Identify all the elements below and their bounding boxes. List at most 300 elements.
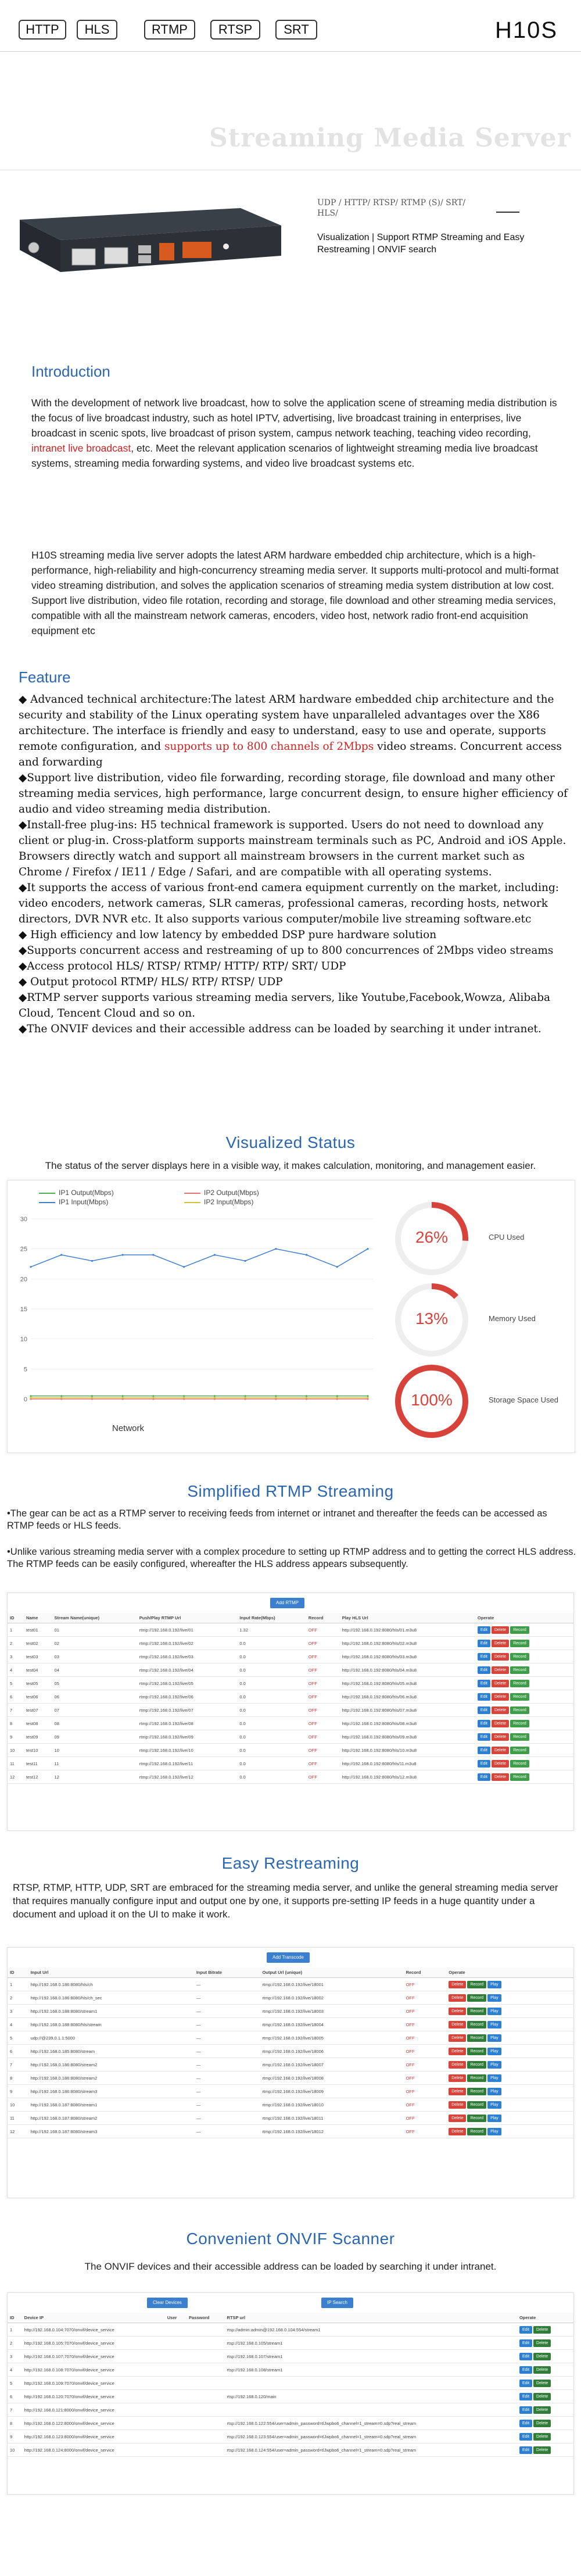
delete-button[interactable]: Delete [533,2326,551,2334]
operate-cell [446,2005,573,2018]
data-point [60,1254,62,1255]
table-row [8,2443,573,2457]
table-row [8,2377,573,2390]
delete-button[interactable]: Delete [449,2101,466,2109]
delete-button[interactable]: Delete [449,2128,466,2135]
delete-button[interactable]: Delete [492,1773,509,1781]
legend-swatch [39,1193,55,1194]
edit-button[interactable]: Edit [519,2406,532,2414]
ip-search-button[interactable]: IP Search [321,2298,353,2308]
delete-button[interactable]: Delete [492,1720,509,1727]
table-row [8,2031,573,2045]
feature-item: ◆Supports concurrent access and restreaming of up to 800 concurrences of 2Mbps video streams [19,944,554,957]
table-row [8,2350,573,2363]
column-header: Name [24,1613,52,1623]
table-cell: http://192.168.0.107:7070/onvif/device_service [22,2350,165,2363]
table-cell: 3 [8,2350,22,2363]
gauge-percent: 13% [415,1310,449,1328]
table-cell: 0.0 [237,1770,306,1784]
operate-cell [475,1650,573,1663]
table-cell: rtsp://admin:admin@192.168.0.104:554/stream1 [225,2323,517,2337]
table-cell: rtmp://192.168.0.192/live/18001 [260,1978,403,1991]
operate-cell [475,1744,573,1757]
table-cell: — [194,2045,260,2058]
tag-rtsp: RTSP [210,20,260,40]
operate-cell [517,2363,573,2377]
table-cell: — [194,2031,260,2045]
record-button[interactable]: Record [467,2061,486,2069]
data-point [183,1395,185,1397]
rtmp-table [8,1613,573,1784]
table-cell: 07 [52,1704,137,1717]
table-cell: 08 [52,1717,137,1730]
table-cell: 04 [52,1663,137,1677]
feature-item: ◆Install-free plug-ins: H5 technical framework is supported. Users do not need to download any client or plug-in. Cross-platform supports mainstream terminals such as PC, Android and iOS Apple. Browsers directly watch and support all mainstream browsers in the current market such as Chrome / Firefox / IE11 / Edge / Safari, and are compatible with all operating systems. [19,819,566,878]
record-button[interactable]: Record [510,1720,529,1727]
delete-button[interactable]: Delete [492,1747,509,1754]
column-header: Record [404,1967,447,1978]
data-point [60,1397,62,1398]
table-row [8,2085,573,2098]
play-button[interactable]: Play [487,2061,501,2069]
data-point [30,1397,31,1398]
edit-button[interactable]: Edit [478,1706,490,1714]
table-row [8,1704,573,1717]
column-header: Operate [517,2313,573,2323]
data-point [367,1248,368,1250]
table-cell: 0.0 [237,1650,306,1663]
record-button[interactable]: Record [510,1666,529,1674]
column-header: RTSP url [225,2313,517,2323]
delete-button[interactable]: Delete [492,1680,509,1687]
table-cell [187,2363,225,2377]
table-cell: 0.0 [237,1663,306,1677]
table-cell: test02 [24,1637,52,1650]
data-point [336,1395,338,1397]
table-cell: 1 [8,1623,24,1637]
table-cell: http://192.168.0.192:8080/hls/06.m3u8 [340,1690,475,1704]
edit-button[interactable]: Edit [519,2393,532,2400]
table-row [8,2430,573,2443]
table-cell: http://192.168.0.105:7070/onvif/device_service [22,2337,165,2350]
play-button[interactable]: Play [487,2008,501,2015]
table-cell: 4 [8,2018,28,2031]
edit-button[interactable]: Edit [478,1747,490,1754]
table-cell: http://192.168.0.186:8080/stream3 [28,2085,194,2098]
operate-cell [446,2071,573,2085]
delete-button[interactable]: Delete [449,2021,466,2028]
operate-cell [475,1637,573,1650]
table-cell: 8 [8,2071,28,2085]
table-cell: rtmp://192.168.0.192/live/18011 [260,2112,403,2125]
play-button[interactable]: Play [487,1981,501,1988]
data-point [183,1397,185,1398]
gauge-percent: 26% [415,1228,449,1246]
play-button[interactable]: Play [487,2128,501,2135]
table-cell: — [194,1991,260,2005]
legend-label: IP1 Output(Mbps) [59,1189,114,1197]
column-header: ID [8,1613,24,1623]
table-row [8,2390,573,2403]
table-cell: 7 [8,1704,24,1717]
feature-item: ◆Access protocol HLS/ RTSP/ RTMP/ HTTP/ RTP/ SRT/ UDP [19,960,346,972]
feature-highlight: supports up to 800 channels of 2Mbps [164,740,374,753]
table-row [8,1650,573,1663]
table-cell: 0.0 [237,1757,306,1770]
table-cell: rtmp://192.168.0.192/live/08 [137,1717,238,1730]
table-cell: 1 [8,1978,28,1991]
delete-button[interactable]: Delete [449,2115,466,2122]
table-cell: 3 [8,1650,24,1663]
tag-rtmp: RTMP [144,20,195,40]
data-point [122,1397,124,1398]
delete-button[interactable]: Delete [449,2074,466,2082]
table-cell: http://192.168.0.121:8000/onvif/device_service [22,2403,165,2417]
table-cell: OFF [306,1770,340,1784]
table-cell: http://192.168.0.187:8080/stream2 [28,2112,194,2125]
record-button[interactable]: Record [467,2034,486,2042]
gauge-label: CPU Used [489,1233,525,1242]
record-button[interactable]: Record [510,1747,529,1754]
table-cell: 10 [8,2098,28,2112]
delete-button[interactable]: Delete [492,1693,509,1701]
legend-label: IP1 Input(Mbps) [59,1198,109,1206]
table-row [8,1690,573,1704]
table-cell: 2 [8,1637,24,1650]
record-button[interactable]: Record [467,2048,486,2055]
table-cell: 1 [8,2323,22,2337]
table-cell: OFF [404,2045,447,2058]
table-cell: 1.32 [237,1623,306,1637]
delete-button[interactable]: Delete [492,1666,509,1674]
table-row [8,2058,573,2071]
table-cell: OFF [404,2112,447,2125]
divider [496,212,519,213]
delete-button[interactable]: Delete [449,2061,466,2069]
y-tick-label: 25 [20,1246,27,1253]
table-cell: http://192.168.0.192:8080/hls/01.m3u8 [340,1623,475,1637]
table-cell: 12 [52,1770,137,1784]
operate-cell [446,2112,573,2125]
edit-button[interactable]: Edit [519,2380,532,2387]
gauge-percent: 100% [411,1391,453,1409]
column-header: Output Url (unique) [260,1967,403,1978]
column-header: ID [8,1967,28,1978]
intro-heading: Introduction [31,363,110,380]
table-cell: — [194,2098,260,2112]
table-cell: 0.0 [237,1717,306,1730]
operate-cell [517,2443,573,2457]
edit-button[interactable]: Edit [519,2326,532,2334]
data-point [275,1397,277,1398]
record-button[interactable]: Record [510,1680,529,1687]
table-cell: OFF [404,2005,447,2018]
table-cell: 09 [52,1730,137,1744]
delete-button[interactable]: Delete [533,2353,551,2360]
table-cell: OFF [404,2031,447,2045]
operate-cell [517,2337,573,2350]
delete-button[interactable]: Delete [449,2088,466,2095]
edit-button[interactable]: Edit [519,2366,532,2374]
delete-button[interactable]: Delete [492,1706,509,1714]
table-cell: — [194,2005,260,2018]
play-button[interactable]: Play [487,2115,501,2122]
edit-button[interactable]: Edit [478,1666,490,1674]
record-button[interactable]: Record [467,1994,486,2002]
table-cell [165,2417,187,2430]
restream-heading: Easy Restreaming [221,1854,360,1872]
table-cell: 6 [8,2045,28,2058]
feature-item: ◆ High efficiency and low latency by embedded DSP pure hardware solution [19,929,437,941]
edit-button[interactable]: Edit [478,1773,490,1781]
record-button[interactable]: Record [510,1706,529,1714]
record-button[interactable]: Record [510,1626,529,1634]
delete-button[interactable]: Delete [533,2380,551,2387]
table-cell [187,2417,225,2430]
table-cell: http://192.168.0.192:8080/hls/04.m3u8 [340,1663,475,1677]
record-button[interactable]: Record [467,2074,486,2082]
table-cell: 10 [8,1744,24,1757]
delete-button[interactable]: Delete [492,1626,509,1634]
table-cell: OFF [404,2018,447,2031]
legend-label: IP2 Input(Mbps) [204,1198,254,1206]
table-cell: test08 [24,1717,52,1730]
edit-button[interactable]: Edit [478,1760,490,1768]
record-button[interactable]: Record [467,2088,486,2095]
table-cell: http://192.168.0.192:8080/hls/02.m3u8 [340,1637,475,1650]
table-row [8,1991,573,2005]
data-point [306,1395,307,1397]
record-button[interactable]: Record [510,1640,529,1647]
table-cell: 5 [8,1677,24,1690]
feature-item: ◆Support live distribution, video file forwarding, recording storage, file download and many other streaming media services, high performance, large concurrent design, to ensure higher efficiency of audio and video streaming media distribution. [19,772,568,815]
y-tick-label: 15 [20,1306,27,1313]
data-point [244,1260,246,1262]
play-button[interactable]: Play [487,2021,501,2028]
delete-button[interactable]: Delete [533,2339,551,2347]
edit-button[interactable]: Edit [478,1640,490,1647]
record-button[interactable]: Record [510,1653,529,1661]
play-button[interactable]: Play [487,2101,501,2109]
delete-button[interactable]: Delete [533,2393,551,2400]
table-cell: test11 [24,1757,52,1770]
gauge [391,1279,565,1361]
hero-protocols: UDP / HTTP/ RTSP/ RTMP (S)/ SRT/ HLS/ [317,198,466,218]
record-button[interactable]: Record [467,2008,486,2015]
table-cell: — [194,2018,260,2031]
data-point [367,1395,368,1397]
onvif-panel [7,2292,574,2495]
record-button[interactable]: Record [510,1773,529,1781]
play-button[interactable]: Play [487,2048,501,2055]
operate-cell [517,2390,573,2403]
table-cell: test01 [24,1623,52,1637]
visual-heading: Visualized Status [225,1133,356,1151]
record-button[interactable]: Record [510,1760,529,1768]
table-cell: http://192.168.0.104:7070/onvif/device_service [22,2323,165,2337]
delete-button[interactable]: Delete [449,2048,466,2055]
edit-button[interactable]: Edit [478,1720,490,1727]
rtmp-line: •Unlike various streaming media server with a complex procedure to setting up RTMP address and to getting the correct HLS address. The RTMP feeds can be easily configured, whereafter the HLS address appears subsequently. [7,1547,576,1569]
edit-button[interactable]: Edit [478,1680,490,1687]
delete-button[interactable]: Delete [449,2008,466,2015]
table-cell: http://192.168.0.108:7070/onvif/device_service [22,2363,165,2377]
table-cell: OFF [404,1991,447,2005]
table-row [8,1637,573,1650]
table-cell: http://192.168.0.188:8080/hls/stream [28,2018,194,2031]
feature-item: ◆ Output protocol RTMP/ HLS/ RTP/ RTSP/ UDP [19,976,283,988]
delete-button[interactable]: Delete [533,2420,551,2427]
table-cell: http://192.168.0.192:8080/hls/07.m3u8 [340,1704,475,1717]
delete-button[interactable]: Delete [533,2433,551,2441]
operate-cell [475,1623,573,1637]
table-cell: 2 [8,2337,22,2350]
feature-item: ◆It supports the access of various front-end camera equipment currently on the market, including: video encoders, network cameras, SLR cameras, professional cameras, recording hosts, network directors, DVR NVR etc. It also supports various computer/mobile live streaming software.etc [19,882,560,925]
operate-cell [475,1690,573,1704]
legend-ip2-output [184,1189,259,1197]
data-point [152,1395,154,1397]
add-transcode-button[interactable]: Add Transcode [267,1952,310,1963]
table-cell: udp://@239.0.1.1:5000 [28,2031,194,2045]
table-cell [165,2323,187,2337]
table-cell: OFF [306,1690,340,1704]
record-button[interactable]: Record [510,1693,529,1701]
table-row [8,2337,573,2350]
table-cell: rtmp://192.168.0.192/live/18007 [260,2058,403,2071]
table-cell: http://192.168.0.185:8080/stream [28,2045,194,2058]
table-cell [225,2377,517,2390]
add-rtmp-button[interactable]: Add RTMP [270,1598,304,1608]
tag-srt: SRT [275,20,317,40]
delete-button[interactable]: Delete [449,2034,466,2042]
play-button[interactable]: Play [487,2034,501,2042]
table-row [8,2098,573,2112]
status-dashboard [7,1180,575,1453]
table-row [8,1744,573,1757]
delete-button[interactable]: Delete [492,1733,509,1741]
play-button[interactable]: Play [487,2088,501,2095]
feature-text: video streams. Concurrent access and forwarding [19,740,562,768]
table-cell: 10 [52,1744,137,1757]
table-row [8,2403,573,2417]
table-cell: test10 [24,1744,52,1757]
visual-desc: The status of the server displays here in a visible way, it makes calculation, monitoring, and management easier. [45,1160,536,1171]
edit-button[interactable]: Edit [519,2339,532,2347]
restream-desc: RTSP, RTMP, HTTP, UDP, SRT are embraced for the streaming media server, and unlike the general streaming media server that requires manually configure input and output one by one, it supports pre-setting IP feeds in a huge quantity under a document and upload it on the UI to make it work. [13,1882,558,1920]
delete-button[interactable]: Delete [492,1760,509,1768]
rtmp-panel [7,1593,574,1831]
network-chart [13,1213,385,1422]
delete-button[interactable]: Delete [533,2406,551,2414]
table-cell: http://192.168.0.186:8080/hls/ch_sec [28,1991,194,2005]
edit-button[interactable]: Edit [519,2446,532,2454]
table-row [8,2018,573,2031]
table-row [8,1978,573,1991]
device-image [8,185,287,278]
record-button[interactable]: Record [467,1981,486,1988]
table-cell: http://192.168.0.123:8000/onvif/device_service [22,2430,165,2443]
column-header: Input Rate(Mbps) [237,1613,306,1623]
record-button[interactable]: Record [467,2021,486,2028]
table-cell: rtmp://192.168.0.192/live/10 [137,1744,238,1757]
edit-button[interactable]: Edit [478,1653,490,1661]
table-cell [165,2363,187,2377]
table-cell: http://192.168.0.188:8080/stream1 [28,2005,194,2018]
delete-button[interactable]: Delete [533,2366,551,2374]
play-button[interactable]: Play [487,2074,501,2082]
table-cell: — [194,2058,260,2071]
table-cell: rtsp://192.168.0.108/stream1 [225,2363,517,2377]
delete-button[interactable]: Delete [533,2446,551,2454]
table-cell: http://192.168.0.192:8080/hls/08.m3u8 [340,1717,475,1730]
table-cell: http://192.168.0.124:8000/onvif/device_service [22,2443,165,2457]
play-button[interactable]: Play [487,1994,501,2002]
data-point [244,1395,246,1397]
clear-devices-button[interactable]: Clear Devices [147,2298,188,2308]
table-row [8,1730,573,1744]
y-tick-label: 30 [20,1216,27,1223]
table-row [8,1623,573,1637]
data-point [367,1397,368,1398]
table-cell: 8 [8,1717,24,1730]
table-cell: rtmp://192.168.0.192/live/07 [137,1704,238,1717]
y-tick-label: 0 [23,1396,27,1403]
operate-cell [517,2430,573,2443]
table-cell: 06 [52,1690,137,1704]
table-cell: 0.0 [237,1677,306,1690]
edit-button[interactable]: Edit [519,2353,532,2360]
table-cell: 10 [8,2443,22,2457]
table-cell: 4 [8,2363,22,2377]
record-button[interactable]: Record [467,2101,486,2109]
edit-button[interactable]: Edit [478,1626,490,1634]
gauge-label: Memory Used [489,1314,536,1323]
table-cell [225,2403,517,2417]
table-cell: http://192.168.0.120:7070/onvif/device_service [22,2390,165,2403]
record-button[interactable]: Record [510,1733,529,1741]
table-cell: rtmp://192.168.0.192/live/12 [137,1770,238,1784]
edit-button[interactable]: Edit [519,2433,532,2441]
operate-cell [517,2377,573,2390]
record-button[interactable]: Record [467,2115,486,2122]
table-cell: rtsp://192.168.0.124:554/user=admin_password=tlJwpbo6_channel=1_stream=0.sdp?real_stream [225,2443,517,2457]
column-header: Record [306,1613,340,1623]
operate-cell [446,2125,573,2138]
table-cell: 8 [8,2417,22,2430]
operate-cell [446,2031,573,2045]
delete-button[interactable]: Delete [492,1640,509,1647]
edit-button[interactable]: Edit [519,2420,532,2427]
operate-cell [446,2018,573,2031]
table-cell: test03 [24,1650,52,1663]
delete-button[interactable]: Delete [449,1981,466,1988]
delete-button[interactable]: Delete [492,1653,509,1661]
table-cell: 6 [8,1690,24,1704]
data-point [336,1266,338,1268]
onvif-table [8,2313,573,2457]
table-cell [187,2323,225,2337]
table-cell: rtmp://192.168.0.192/live/02 [137,1637,238,1650]
table-cell: 7 [8,2058,28,2071]
edit-button[interactable]: Edit [478,1733,490,1741]
hero-subtitle: Visualization | Support RTMP Streaming and Easy Restreaming | ONVIF search [317,232,525,255]
table-cell: 05 [52,1677,137,1690]
record-button[interactable]: Record [467,2128,486,2135]
table-cell: rtsp://192.168.0.107/stream1 [225,2350,517,2363]
delete-button[interactable]: Delete [449,1994,466,2002]
table-cell: rtmp://192.168.0.192/live/18010 [260,2098,403,2112]
edit-button[interactable]: Edit [478,1693,490,1701]
